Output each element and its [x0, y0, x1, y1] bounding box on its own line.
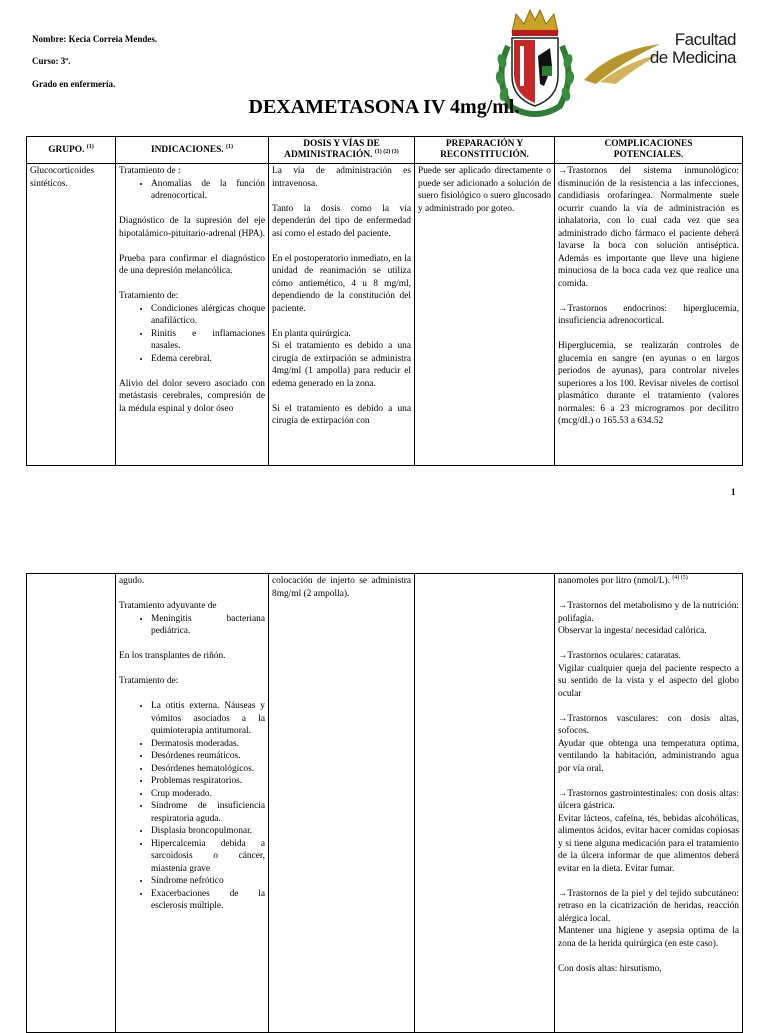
list-item: • Síndrome nefrótico	[151, 875, 265, 888]
list-item: • Desórdenes reumáticos.	[151, 750, 265, 763]
degree: Grado en enfermería.	[32, 79, 116, 89]
cell-complicaciones: →Trastornos del sistema inmunológico: disminución de la resistencia a las infecciones, candidiasis orofaríngea. Normalmente suele ocurrir cuando la vía de administración es inhalatoria, con lo cual cada vez que sea administrado dicho fármaco el paciente deberá lavarse la boca con solución antiséptica. Además es importante que lleve una higiene minuciosa de la boca cada vez que realice una comida. →Trastornos endocrinos: hiperglucemia, insuficiencia adrenocortical. Hiperglucemia, se realizarán controles de glucemia en sangre (en ayunas o en largos periodos de ayunas), para controlar niveles superiores a los 100. Revisar niveles de cortisol plasmático durante el tratamiento (valores normales: 6 a 23 microgramos por decilitro (mcg/dL) o 165.53 a 634.52	[555, 164, 743, 466]
col-indicaciones: INDICACIONES. $^{(1)}$	[116, 137, 269, 164]
course: Curso: 3º.	[32, 56, 71, 66]
logo-line-1: Facultad	[674, 30, 736, 49]
cell-preparacion	[415, 574, 555, 1033]
list-item: • Edema cerebral.	[151, 353, 265, 366]
cell-dosis: La vía de administración es intravenosa. Tanto la dosis como la vía dependerán del tipo de enfermedad así como el estado del paciente. En el postoperatorio inmediato, en la unidad de reanimación se utiliza cómo antiemético, 4 u 8 mg/ml, dependiendo de la constitución del paciente. En planta quirúrgica. Si el tratamiento es debido a una cirugía de extirpación se administra 4mg/ml (1 ampolla) para reducir el edema generado en la zona. Si el tratamiento es debido a una cirugía de extirpación con	[269, 164, 415, 466]
indication-list	[119, 178, 265, 203]
cell-preparacion: Puede ser aplicado directamente o puede ser adicionado a solución de suero fisiológico o suero glucosado y administrado por goteo.	[415, 164, 555, 466]
col-preparacion: PREPARACIÓN Y RECONSTITUCIÓN.	[415, 137, 555, 164]
list-item: • Síndrome de insuficiencia respiratoria aguda.	[151, 800, 265, 825]
faculty-logo	[582, 22, 750, 82]
list-item: • Crup moderado.	[151, 788, 265, 801]
list-item: • Problemas respiratorios.	[151, 775, 265, 788]
table-row	[27, 164, 743, 466]
cell-indicaciones: agudo. Tratamiento adyuvante de • Meningitis bacteriana pediátrica. En los transplantes de riñón. Tratamiento de: • La otitis externa. Náuseas y vómitos asociados a la quimioterapia antitumoral. • Dermatosis moderadas. • Desórdenes reumáticos. • Desórdenes hematológicos. • Problemas respiratorios. • Crup moderado. • Síndrome de insuficiencia respiratoria aguda. • Displasia broncopulmonar. • Hipercalcemia debida a sarcoidosis o cáncer, miastenia grave • Síndrome nefrótico • Exacerbaciones de la esclerosis múltiple.	[116, 574, 269, 1033]
logo-line-2: de Medicina	[649, 48, 736, 67]
document-title: DEXAMETASONA IV 4mg/ml.	[248, 96, 520, 118]
list-item: • Exacerbaciones de la esclerosis múltiple.	[151, 888, 265, 913]
col-grupo: GRUPO. $^{(1)}$	[27, 137, 116, 164]
list-item: • Dermatosis moderadas.	[151, 738, 265, 751]
table-header-row	[27, 137, 743, 164]
list-item: • Hipercalcemia debida a sarcoidosis o cáncer, miastenia grave	[151, 838, 265, 876]
indication-list	[119, 303, 265, 366]
cell-grupo	[27, 574, 116, 1033]
list-item: • Desórdenes hematológicos.	[151, 763, 265, 776]
page-number: 1	[731, 487, 736, 497]
list-item: • Displasia broncopulmonar.	[151, 825, 265, 838]
col-dosis: DOSIS Y VÍAS DE ADMINISTRACIÓN. $^{(1) (2) (3)}$	[269, 137, 415, 164]
list-item: • Condiciones alérgicas choque anafiláctico.	[151, 303, 265, 328]
cell-complicaciones: nanomoles por litro (nmol/L). $^{(4) (5)}$ →Trastornos del metabolismo y de la nutrición: polifagia. Observar la ingesta/ necesidad calórica. →Trastornos oculares: cataratas. Vigilar cualquier queja del paciente respecto a su sentido de la vista y el aspecto del globo ocular →Trastornos vasculares: con dosis altas, sofocos. Ayudar que obtenga una temperatura optima, ventilando la habitación, administrando agua por vía oral. →Trastornos gastrointestinales: con dosis altas: úlcera gástrica. Evitar lácteos, cafeína, tés, bebidas alcohólicas, alimentos ácidos, evitar hacer comidas copiosas y si tiene alguna medicación para el tratamiento de la úlcera informar de que alimentos deberá evitar en la dieta. Evitar fumar. →Trastornos de la piel y del tejido subcutáneo: retraso en la cicatrización de heridas, reacción alérgica local. Mantener una higiene y asepsia optima de la zona de la herida quirúrgica (en este caso). Con dosis altas: hirsutismo,	[555, 574, 743, 1033]
student-name: Nombre: Kecia Correia Mendes.	[32, 34, 158, 44]
drug-table-page-2	[26, 573, 743, 1033]
cell-grupo: Glucocorticoides sintéticos.	[27, 164, 116, 466]
list-item: • Anomalías de la función adrenocortical.	[151, 178, 265, 203]
cell-indicaciones: Tratamiento de : • Anomalías de la función adrenocortical. Diagnóstico de la supresión del eje hipotalámico-pituitario-adrenal (HPA). Prueba para confirmar el diagnóstico de una depresión melancólica. Tratamiento de: • Condiciones alérgicas choque anafiláctico. • Rinitis e inflamaciones nasales. • Edema cerebral. Alivio del dolor severo asociado con metástasis cerebrales, compresión de la médula espinal y dolor óseo	[116, 164, 269, 466]
indication-list	[119, 700, 265, 913]
drug-table-page-1	[26, 136, 743, 466]
col-complicaciones: COMPLICACIONES POTENCIALES.	[555, 137, 743, 164]
table-row	[27, 574, 743, 1033]
indication-list	[119, 613, 265, 638]
list-item: • La otitis externa. Náuseas y vómitos asociados a la quimioterapia antitumoral.	[151, 700, 265, 738]
list-item: • Meningitis bacteriana pediátrica.	[151, 613, 265, 638]
list-item: • Rinitis e inflamaciones nasales.	[151, 328, 265, 353]
cell-dosis: colocación de injerto se administra 8mg/ml (2 ampolla).	[269, 574, 415, 1033]
